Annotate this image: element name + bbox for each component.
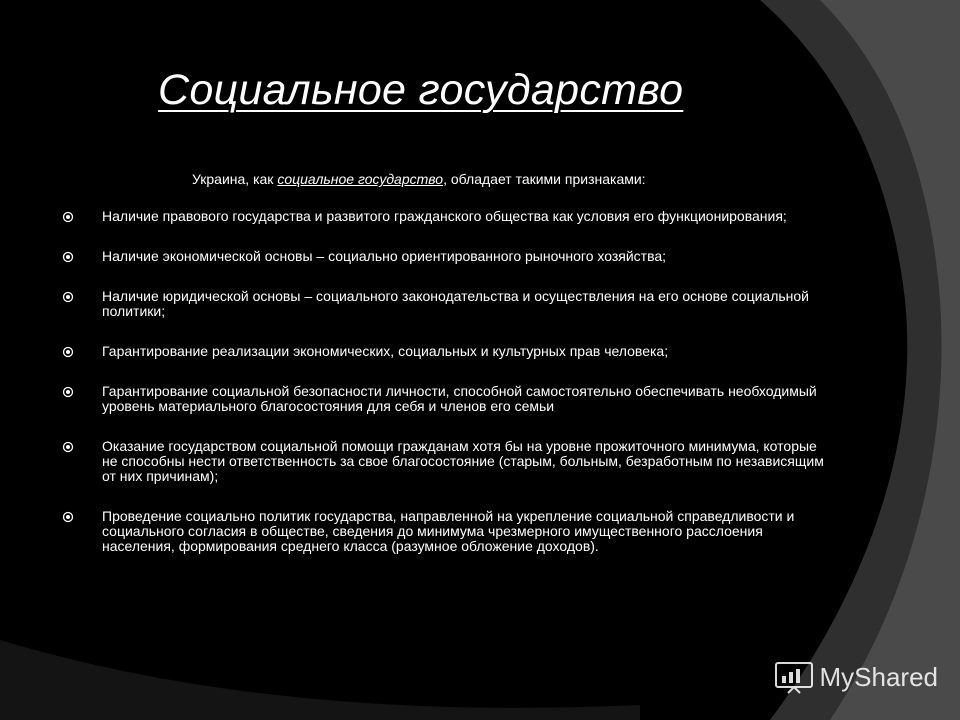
watermark-text: MyShared	[819, 661, 938, 692]
list-item	[62, 439, 832, 484]
list-item	[62, 384, 832, 414]
bullet-text: Проведение социально политик государства, направленной на укрепление социальной справедливости и социального согласия в обществе, сведения до минимума чрезмерного имущественного расслоения населения, формирования среднего класса (разумное обложение доходов).	[102, 508, 795, 554]
bullet-text: Гарантирование реализации экономических, социальных и культурных прав человека;	[102, 343, 669, 359]
slide-title: Социальное государство	[158, 66, 684, 114]
circle-bullet-icon	[62, 211, 74, 223]
circle-bullet-icon	[62, 386, 74, 398]
circle-bullet-icon	[62, 511, 74, 523]
intro-text-before: Украина, как	[192, 171, 278, 187]
bullet-list	[62, 209, 832, 554]
bullet-text: Гарантирование социальной безопасности личности, способной самостоятельно обеспечивать необходимый уровень материального благосостояния для себя и членов его семьи	[102, 383, 817, 414]
list-item	[62, 509, 832, 554]
intro-text-after: , обладает такими признаками:	[443, 171, 646, 187]
bullet-text: Оказание государством социальной помощи гражданам хотя бы на уровне прожиточного минимума, которые не способны нести ответственность за свое благосостояние (старым, больным, безработным по независящим от них причинам);	[102, 438, 824, 484]
bullet-text: Наличие экономической основы – социально ориентированного рыночного хозяйства;	[102, 248, 667, 264]
circle-bullet-icon	[62, 346, 74, 358]
myshared-watermark[interactable]	[774, 660, 939, 694]
presentation-board-icon	[774, 660, 814, 694]
intro-line	[192, 171, 646, 187]
bullet-text: Наличие правового государства и развитого гражданского общества как условия его функционирования;	[102, 208, 787, 224]
circle-bullet-icon	[62, 291, 74, 303]
bullet-text: Наличие юридической основы – социального законодательства и осуществления на его основе социальной политики;	[102, 288, 810, 319]
circle-bullet-icon	[62, 251, 74, 263]
intro-link[interactable]: социальное государство	[277, 171, 444, 187]
list-item	[62, 249, 832, 264]
list-item	[62, 344, 832, 359]
circle-bullet-icon	[62, 441, 74, 453]
list-item	[62, 289, 832, 319]
list-item	[62, 209, 832, 224]
